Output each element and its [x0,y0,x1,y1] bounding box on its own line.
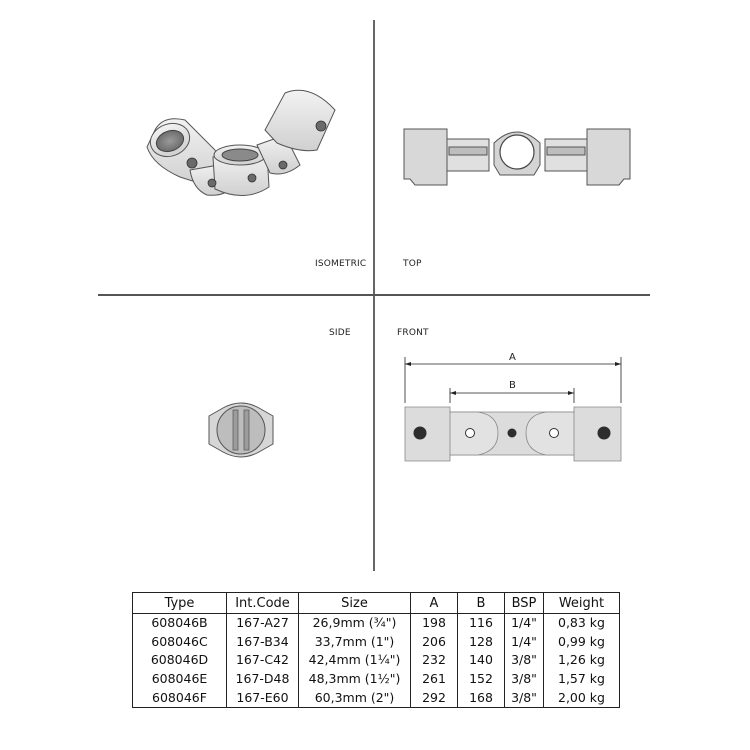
cell-weight: 1,57 kg [544,670,620,689]
cell-type: 608046F [133,688,227,707]
header-bsp: BSP [505,593,544,614]
cell-bsp: 3/8" [505,688,544,707]
cell-b: 140 [458,651,505,670]
cell-int-code: 167-B34 [227,633,299,652]
cell-int-code: 167-C42 [227,651,299,670]
table-header-row [133,593,620,614]
header-int-code: Int.Code [227,593,299,614]
table-row [133,614,620,633]
front-label: FRONT [397,328,429,338]
front-view-drawing [403,355,625,463]
dimension-a-label: A [509,352,517,363]
specification-table [132,592,620,708]
header-a: A [411,593,458,614]
cell-bsp: 3/8" [505,670,544,689]
cell-int-code: 167-E60 [227,688,299,707]
cell-a: 198 [411,614,458,633]
cell-type: 608046D [133,651,227,670]
cell-bsp: 1/4" [505,614,544,633]
side-label: SIDE [329,328,351,338]
cell-b: 116 [458,614,505,633]
header-type: Type [133,593,227,614]
cell-weight: 0,99 kg [544,633,620,652]
cell-a: 292 [411,688,458,707]
cell-type: 608046C [133,633,227,652]
cell-a: 206 [411,633,458,652]
table-row [133,688,620,707]
cell-int-code: 167-D48 [227,670,299,689]
cell-b: 152 [458,670,505,689]
table-row [133,670,620,689]
table-row [133,651,620,670]
cell-type: 608046B [133,614,227,633]
cell-size: 26,9mm (¾") [299,614,411,633]
top-label: TOP [403,259,422,269]
cell-weight: 1,26 kg [544,651,620,670]
header-b: B [458,593,505,614]
dimension-b-label: B [509,380,517,391]
cell-bsp: 1/4" [505,633,544,652]
cell-weight: 0,83 kg [544,614,620,633]
cell-size: 60,3mm (2") [299,688,411,707]
cell-a: 261 [411,670,458,689]
cell-type: 608046E [133,670,227,689]
cell-size: 42,4mm (1¼") [299,651,411,670]
isometric-label: ISOMETRIC [315,259,367,269]
cell-size: 48,3mm (1½") [299,670,411,689]
cell-int-code: 167-A27 [227,614,299,633]
cell-a: 232 [411,651,458,670]
header-weight: Weight [544,593,620,614]
table-row [133,633,620,652]
header-size: Size [299,593,411,614]
cell-size: 33,7mm (1") [299,633,411,652]
top-view-drawing [402,127,632,187]
side-view-drawing [203,400,279,462]
cell-bsp: 3/8" [505,651,544,670]
quadrant-divider-horizontal [98,294,650,296]
cell-b: 168 [458,688,505,707]
isometric-view-drawing [135,85,345,215]
cell-b: 128 [458,633,505,652]
cell-weight: 2,00 kg [544,688,620,707]
